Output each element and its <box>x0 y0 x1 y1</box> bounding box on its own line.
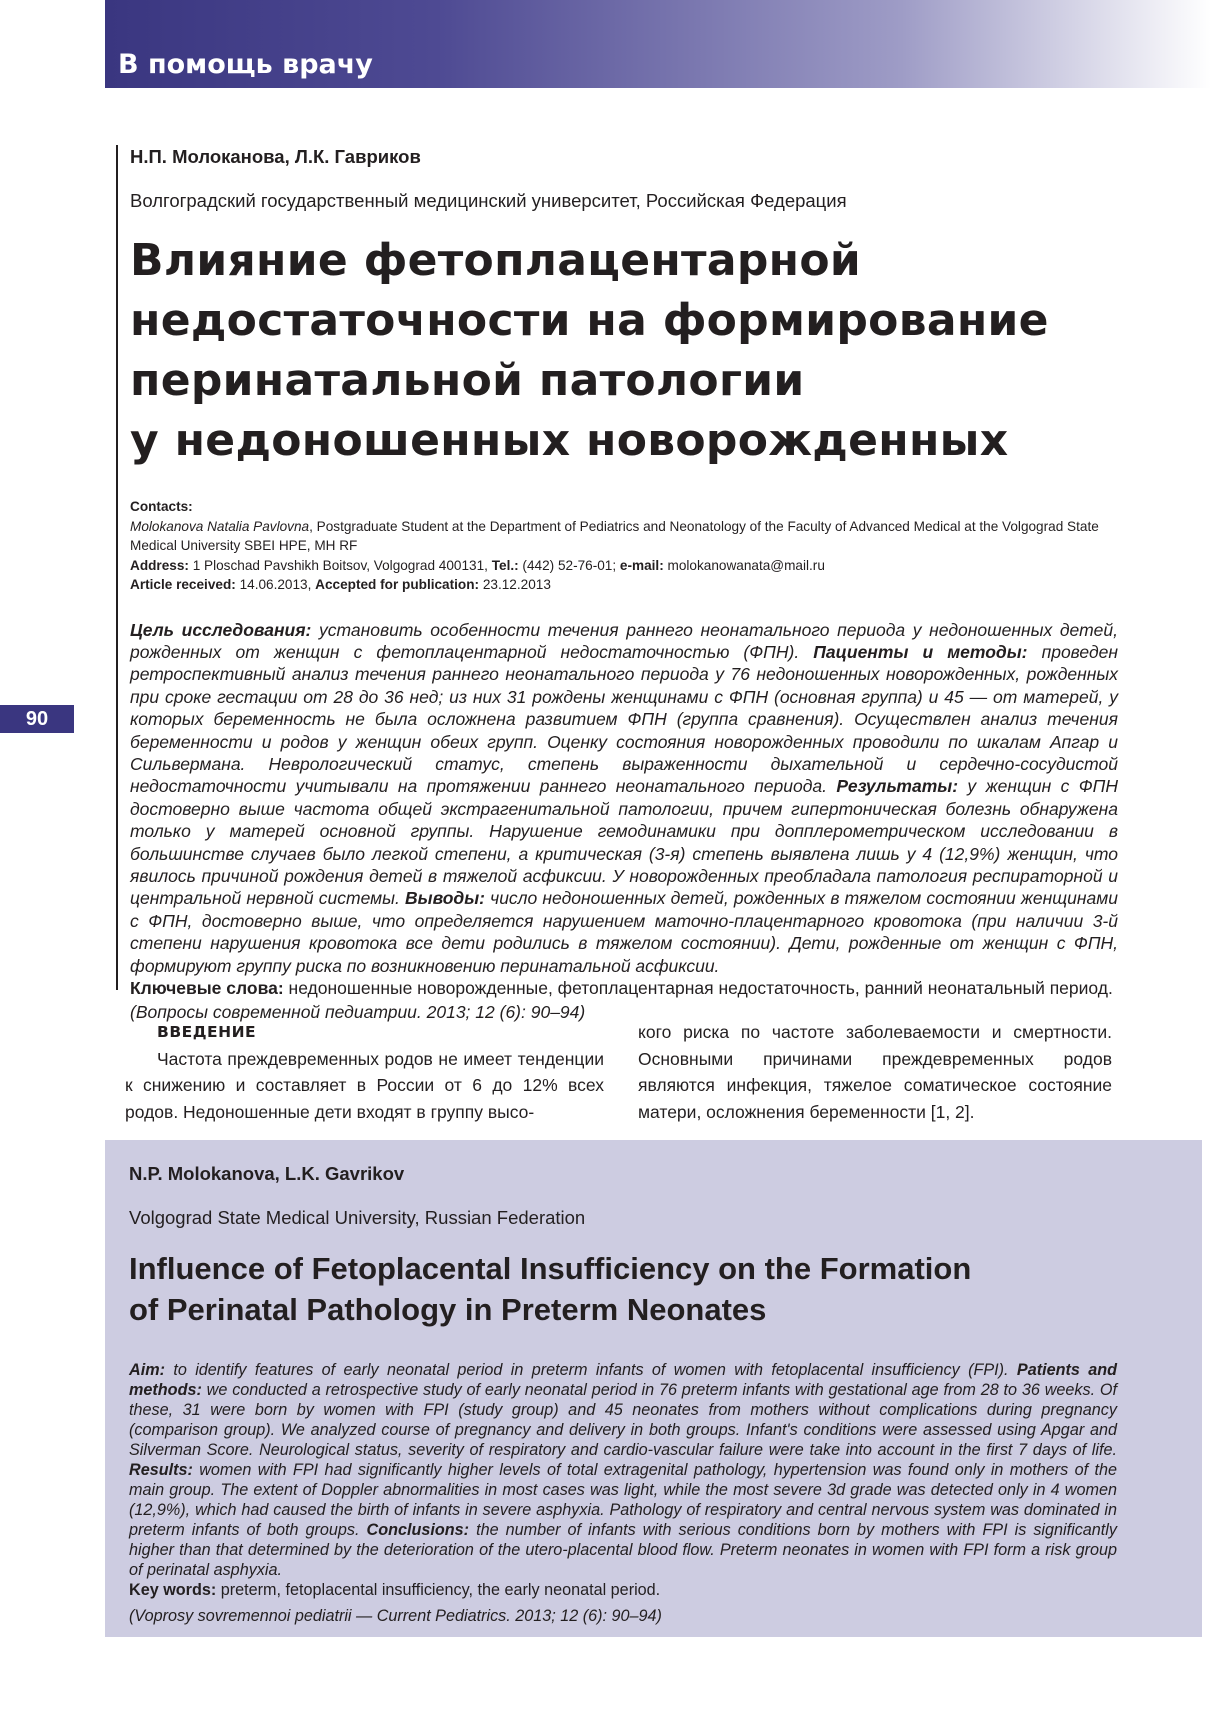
title-line: у недоношенных новорожденных <box>130 415 1009 466</box>
title-line-en: Influence of Fetoplacental Insufficiency on the Formation <box>129 1251 972 1286</box>
contact-position: , Postgraduate Student at the Department of Pediatrics and Neonatology of the Faculty of Advanced Medical at the Volgograd State Medical University SBEI HPE, MH RF <box>130 518 1099 553</box>
title-line: недостаточности на формирование <box>130 295 1049 346</box>
abstract-ru <box>130 619 1118 978</box>
title-line: Влияние фетоплацентарной <box>130 235 861 286</box>
title-line-en: of Perinatal Pathology in Preterm Neonates <box>129 1292 767 1327</box>
conclusions-text: число недоношенных детей, рожденных в тяжелом состоянии женщинами с ФПН, достоверно выше, что определяется нарушением маточно-плацентарного кровотока (при наличии 3-й степени нарушения кровотока все дети родились в тяжелом состоянии). Дети, рожденные от женщин с ФПН, формируют группу риска по возникновению перинатальной асфиксии. <box>130 888 1118 976</box>
aim-text-en: to identify features of early neonatal period in preterm infants of women with fetoplacental insufficiency (FPI). <box>164 1361 1017 1379</box>
section-title: В помощь врачу <box>118 49 373 80</box>
intro-column-right: кого риска по частоте заболеваемости и смертности. Основными причинами преждевременных родов являются инфекция, тяжелое соматическое состояние матери, осложнения беременности [1, 2]. <box>638 1022 1112 1122</box>
contact-name: Molokanova Natalia Pavlovna <box>130 518 310 534</box>
tel-value: (442) 52-76-01; <box>518 557 617 573</box>
methods-text: проведен ретроспективный анализ течения раннего неонатального периода у 76 недоношенных новорожденных, рожденных при сроке гестации от 28 до 36 нед; из них 31 рождены женщинами с ФПН (основная группа) и 45 — от матерей, у которых беременность не была осложнена развитием ФПН (группа сравнения). Осуществлен анализ течения беременности и родов у женщин обеих групп. Оценку состояния новорожденных проводили по шкалам Апгар и Сильвермана. Неврологический статус, степень выраженности дыхательной и сердечно-сосудистой недостаточности учитывали на протяжении раннего неонатального периода. <box>130 641 1119 797</box>
affiliation: Волгоградский государственный медицинский университет, Российская Федерация <box>130 190 847 211</box>
abstract-en <box>129 1360 1117 1580</box>
address-value: 1 Ploschad Pavshikh Boitsov, Volgograd 400131, <box>188 557 488 573</box>
results-text: у женщин с ФПН достоверно выше частота общей экстрагенитальной патологии, причем гипертоническая болезнь обнаружена только у матерей основной группы. Нарушение гемодинамики при допплерометрическом исследовании в большинстве случаев было легкой степени, а критическая (3-я) степень выявлена лишь у 4 (12,9%) женщин, что явилось причиной рождения детей в тяжелой асфиксии. У новорожденных преобладала патология респираторной и центральной нервной системы. <box>130 776 1118 909</box>
aim-label-en: Aim: <box>129 1361 165 1379</box>
conclusions-text-en: the number of infants with serious conditions born by mothers with FPI is significantly higher than that determined by the deterioration of the utero-placental blood flow. Preterm neonates in women with FPI form a risk group of perinatal asphyxia. <box>129 1521 1117 1579</box>
methods-label-en: Patients and methods: <box>129 1361 1118 1399</box>
conclusions-label-en: Conclusions: <box>366 1521 470 1539</box>
email-link[interactable]: molokanowanata@mail.ru <box>663 557 825 573</box>
accepted-value: 23.12.2013 <box>479 577 551 592</box>
citation-ru: (Вопросы современной педиатрии. 2013; 12 (6): 90–94) <box>130 1002 586 1023</box>
citation-en: (Voprosy sovremennoi pediatrii — Current Pediatrics. 2013; 12 (6): 90–94) <box>129 1607 662 1625</box>
intro-column-left <box>125 1019 604 1125</box>
conclusions-label: Выводы: <box>405 888 485 909</box>
results-label: Результаты: <box>836 776 959 797</box>
methods-label: Пациенты и методы: <box>813 641 1028 662</box>
contacts-label: Contacts: <box>130 499 193 514</box>
received-value: 14.06.2013, <box>235 577 312 592</box>
aim-text: установить особенности течения раннего неонатального периода у недоношенных детей, рожденных от женщин с фетоплацентарной недостаточностью (ФПН). <box>130 619 1118 662</box>
keywords-ru <box>130 977 1118 999</box>
keywords-label-en: Key words: <box>129 1581 217 1599</box>
intro-heading: ВВЕДЕНИЕ <box>157 1023 257 1041</box>
results-text-en: women with FPI had significantly higher levels of total extragenital pathology, hypertension was found only in mothers of the main group. The extent of Doppler abnormalities in most cases was light, while the most severe 3d grade was detected only in 4 women (12,9%), which had caused the birth of infants in severe asphyxia. Pathology of respiratory and central nervous system was dominated in preterm infants of both groups. <box>129 1461 1117 1539</box>
article-title <box>130 231 1118 471</box>
contacts <box>130 497 1118 595</box>
keywords-label: Ключевые слова: <box>130 978 284 998</box>
russian-header-block <box>116 145 1119 1023</box>
title-line: перинатальной патологии <box>130 355 805 406</box>
aim-label: Цель исследования: <box>130 619 312 640</box>
affiliation-en: Volgograd State Medical University, Russian Federation <box>129 1207 586 1228</box>
authors: Н.П. Молоканова, Л.К. Гавриков <box>130 146 421 167</box>
keywords-text-en: preterm, fetoplacental insufficiency, the early neonatal period. <box>216 1581 661 1599</box>
address-label: Address: <box>130 557 189 573</box>
authors-en: N.P. Molokanova, L.K. Gavrikov <box>129 1163 405 1184</box>
page-number: 90 <box>0 705 74 733</box>
received-label: Article received: <box>130 577 236 592</box>
intro-left-text: Частота преждевременных родов не имеет тенденции к снижению и составляет в России от 6 до 12% всех родов. Недоношенные дети входят в группу высо- <box>125 1048 604 1122</box>
results-label-en: Results: <box>129 1461 193 1479</box>
keywords-text: недоношенные новорожденные, фетоплацентарная недостаточность, ранний неонатальный период. <box>283 978 1113 998</box>
accepted-label: Accepted for publication: <box>315 577 480 592</box>
tel-label: Tel.: <box>491 557 519 573</box>
keywords-en <box>129 1580 1117 1600</box>
section-header-band <box>105 0 1211 88</box>
methods-text-en: we conducted a retrospective study of early neonatal period in 76 preterm infants with gestational age from 28 to 36 weeks. Of these, 31 were born by women with FPI (study group) and 45 neonates from mothers without complications during pregnancy (comparison group). We analyzed course of pregnancy and delivery in both groups. Infant's conditions were assessed using Apgar and Silverman Score. Neurological status, severity of respiratory and cardio-vascular failure were take into account in the first 7 days of life. <box>129 1381 1117 1459</box>
email-label: e-mail: <box>619 557 664 573</box>
article-title-en <box>129 1248 1117 1330</box>
english-abstract-block <box>105 1140 1202 1637</box>
